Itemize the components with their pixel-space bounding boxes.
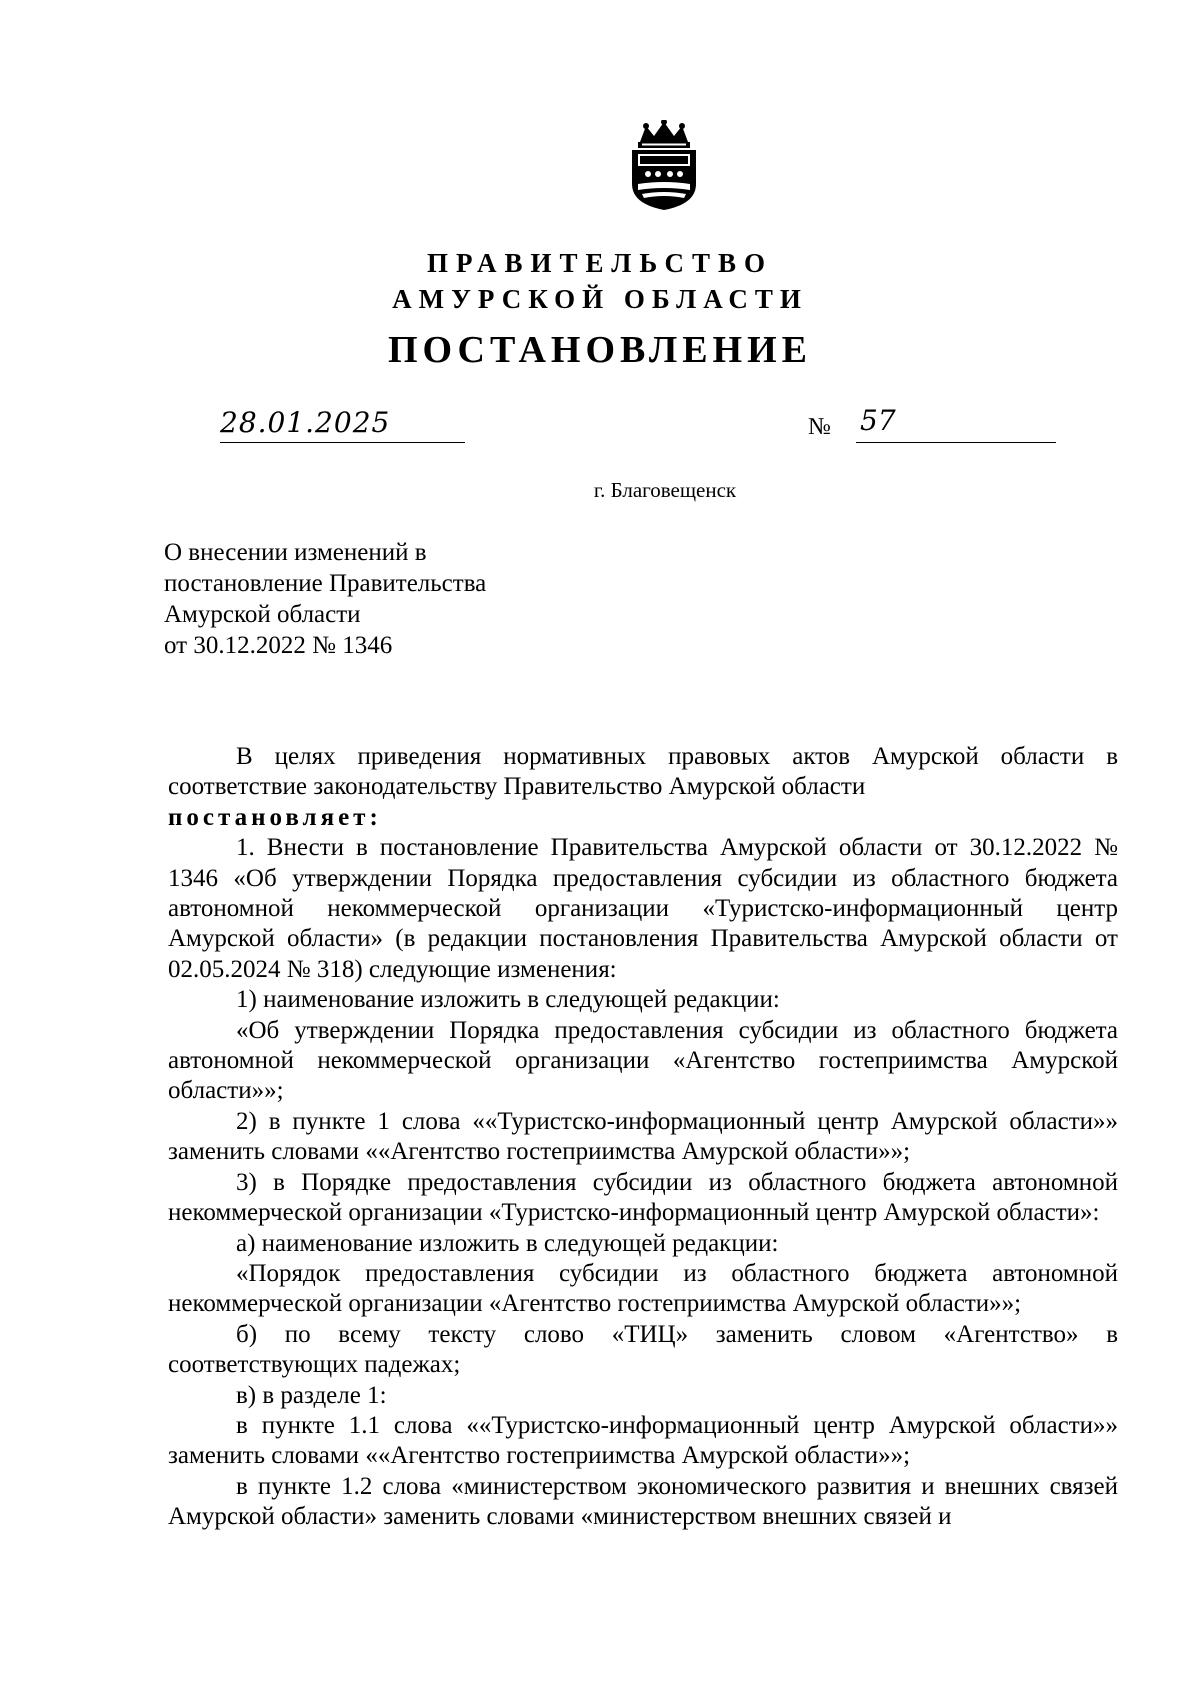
number-sign: № (808, 414, 831, 440)
document-type-title: ПОСТАНОВЛЕНИЕ (387, 329, 813, 371)
subject-line: постановление Правительства (164, 570, 487, 597)
body-paragraph: «Об утверждении Порядка предоставления субсидии из областного бюджета автономной некоммерческой организации «Агентство гостеприимства Амурской области»»; (168, 1016, 1118, 1105)
subject-line: О внесении изменений в (164, 539, 427, 566)
body-paragraph: «Порядок предоставления субсидии из областного бюджета автономной некоммерческой организации «Агентство гостеприимства Амурской области»»; (168, 1259, 1118, 1318)
body-paragraph: 3) в Порядке предоставления субсидии из областного бюджета автономной некоммерческой организации «Туристско-информационный центр Амурской области»: (168, 1168, 1118, 1227)
document-subject (164, 537, 486, 661)
coat-of-arms-icon (626, 120, 702, 212)
body-paragraph: 1. Внести в постановление Правительства Амурской области от 30.12.2022 № 1346 «Об утверждении Порядка предоставления субсидии из областного бюджета автономной некоммерческой организации «Туристско-информационный центр Амурской области» (в редакции постановления Правительства Амурской области от 02.05.2024 № 318) следующие изменения: (168, 834, 1118, 983)
handwritten-date: 28.01.2025 (220, 406, 391, 439)
date-field (220, 406, 465, 443)
body-paragraph: в пункте 1.2 слова «министерством экономического развития и внешних связей Амурской области» заменить словами «министерством внешних связей и (168, 1472, 1118, 1531)
body-paragraph: 2) в пункте 1 слова ««Туристско-информационный центр Амурской области»» заменить словами ««Агентство гостеприимства Амурской области»»; (168, 1107, 1118, 1166)
body-paragraph: б) по всему тексту слово «ТИЦ» заменить словом «Агентство» в соответствующих падежах; (168, 1320, 1118, 1379)
subject-line: от 30.12.2022 № 1346 (164, 632, 393, 659)
intro-paragraph: В целях приведения нормативных правовых актов Амурской области в соответствие законодательству Правительство Амурской области (168, 743, 1118, 801)
number-field (856, 404, 1056, 443)
body-paragraph: 1) наименование изложить в следующей редакции: (236, 986, 780, 1014)
body-paragraph: в пункте 1.1 слова ««Туристско-информационный центр Амурской области»» заменить словами ««Агентство гостеприимства Амурской области»»; (168, 1411, 1118, 1470)
decrees-word: постановляет: (168, 803, 382, 831)
handwritten-number: 57 (860, 404, 896, 437)
body-paragraph: в) в разделе 1: (236, 1381, 387, 1409)
header-region: АМУРСКОЙ ОБЛАСТИ (392, 284, 808, 314)
header-government: ПРАВИТЕЛЬСТВО (426, 248, 774, 278)
city-line: г. Благовещенск (593, 478, 737, 502)
subject-line: Амурской области (164, 601, 361, 628)
document-body (168, 742, 1118, 1533)
body-paragraph: а) наименование изложить в следующей редакции: (236, 1229, 779, 1257)
